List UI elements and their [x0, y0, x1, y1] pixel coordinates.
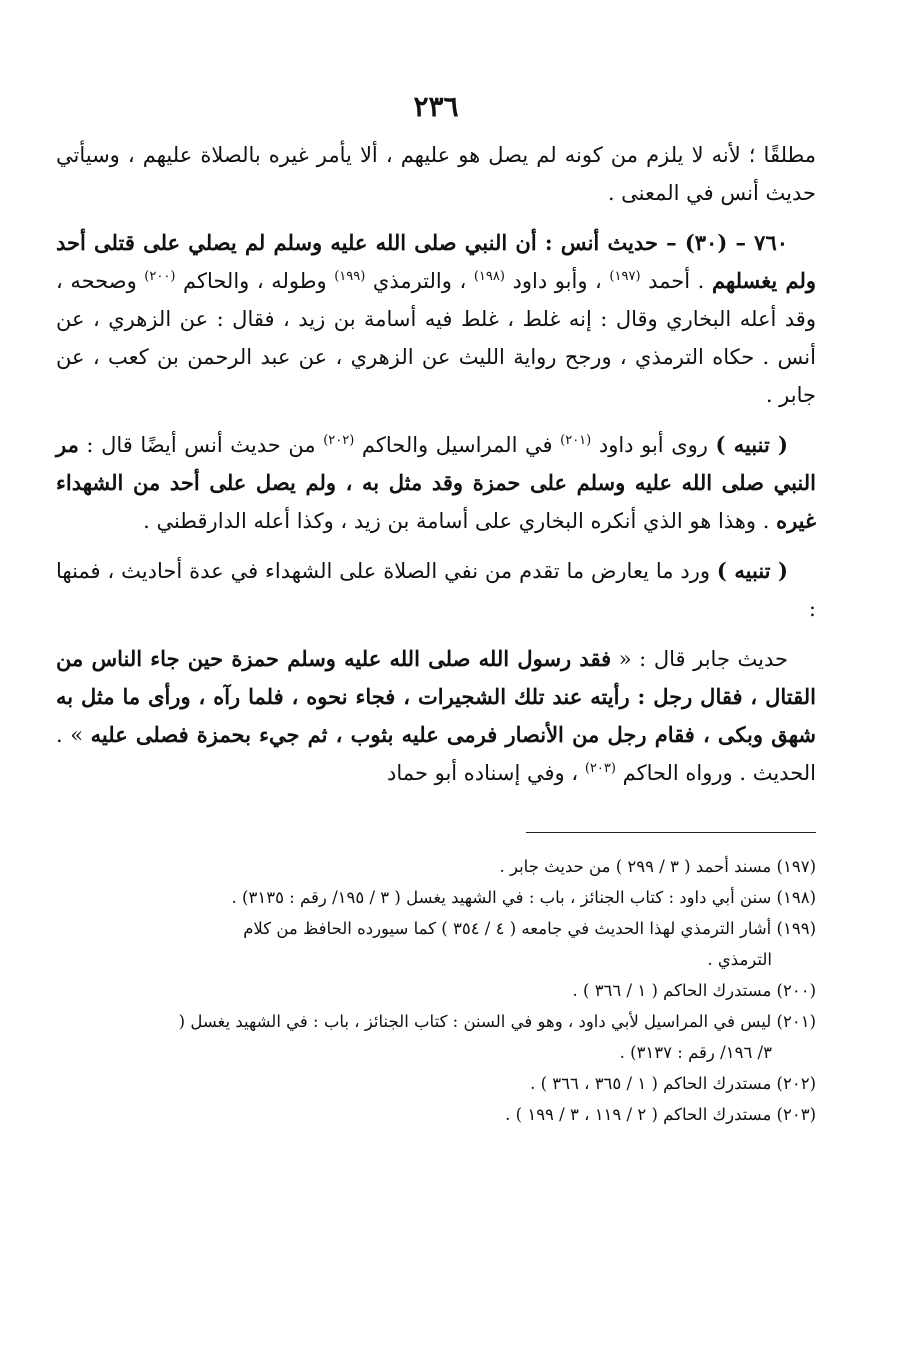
footnote-ref-197[interactable]: (١٩٧) [609, 269, 641, 284]
hadith-heading: ٧٦٠ – (٣٠) – حديث أنس : [536, 230, 789, 255]
footnote-continuation: ٣/ ١٩٦/ رقم : ٣١٣٧) . [619, 1043, 772, 1062]
text-run: في المراسيل والحاكم [354, 433, 561, 457]
footnote-continuation: الترمذي . [707, 950, 772, 969]
footnote-200 [56, 975, 816, 1006]
footnotes [56, 851, 816, 1130]
text-run: ، والترمذي [365, 269, 474, 293]
tanbih-label: ( تنبيه ) [715, 432, 788, 457]
paragraph-jabir [56, 640, 816, 792]
footnote-text: (١٩٨) سنن أبي داود : كتاب الجنائز ، باب : في الشهيد يغسل ( ٣ / ١٩٥/ رقم : ٣١٣٥) . [231, 888, 816, 907]
paragraph-1: مطلقًا ؛ لأنه لا يلزم من كونه لم يصل هو عليهم ، ألا يأمر غيره بالصلاة عليهم ، وسيأتي حديث أنس في المعنى . [56, 143, 816, 205]
footnote-ref-201[interactable]: (٢٠١) [560, 433, 592, 448]
text-run: . وهذا هو الذي أنكره البخاري على أسامة بن زيد ، وكذا أعله الدارقطني . [143, 509, 777, 533]
text-run: روى أبو داود [591, 433, 716, 457]
footnote-197 [56, 851, 816, 882]
tanbih-label: ( تنبيه ) [716, 558, 788, 583]
footnote-text: (٢٠٣) مستدرك الحاكم ( ٢ / ١١٩ ، ٣ / ١٩٩ ) . [505, 1105, 816, 1124]
text-run: ورد ما يعارض ما تقدم من نفي الصلاة على الشهداء في عدة أحاديث ، فمنها : [56, 559, 816, 621]
paragraph-tanbih-2 [56, 552, 816, 628]
footnote-199 [56, 913, 816, 975]
footnote-ref-200[interactable]: (٢٠٠) [144, 269, 176, 284]
text-run: وصححه ، وقد أعله البخاري وقال : إنه غلط ، غلط فيه أسامة بن زيد ، فقال : عن الزهري ، عن أنس . حكاه الترمذي ، ورجح رواية الليث عن الزهري ، عن عبد الرحمن بن كعب ، عن جابر . [56, 269, 816, 407]
hadith-text: أن النبي صلى الله عليه وسلم لم يصلي على قتلى أحد ولم يغسلهم [56, 230, 816, 293]
text-run: وطوله ، والحاكم [175, 269, 335, 293]
page-number: ٢٣٦ [413, 90, 459, 123]
text-run: من حديث أنس أيضًا قال : [78, 433, 324, 457]
footnote-201 [56, 1006, 816, 1068]
text-run: . أحمد [640, 269, 712, 293]
footnote-ref-198[interactable]: (١٩٨) [473, 269, 505, 284]
text-run: ، وأبو داود [504, 269, 610, 293]
text-run: » . الحديث . ورواه الحاكم [56, 723, 816, 785]
text-run: حديث جابر قال : « [611, 647, 788, 671]
footnote-ref-202[interactable]: (٢٠٢) [323, 433, 355, 448]
footnote-text: (١٩٩) أشار الترمذي لهذا الحديث في جامعه ( ٤ / ٣٥٤ ) كما سيورده الحافظ من كلام [243, 919, 816, 938]
footnote-text: (٢٠١) ليس في المراسيل لأبي داود ، وهو في السنن : كتاب الجنائز ، باب : في الشهيد يغسل ( [178, 1012, 816, 1031]
footnote-text: (٢٠٢) مستدرك الحاكم ( ١ / ٣٦٥ ، ٣٦٦ ) . [530, 1074, 816, 1093]
hadith-text: فقد رسول الله صلى الله عليه وسلم حمزة حين جاء الناس من القتال ، فقال رجل : رأيته عند تلك الشجيرات ، فجاء نحوه ، فلما رآه ، ورأى ما مثل به شهق وبكى ، فقام رجل من الأنصار فرمى عليه بثوب ، ثم جيء بحمزة فصلى عليه [56, 646, 816, 747]
text-run: ، وفي إسناده أبو حماد [387, 761, 585, 785]
footnote-203 [56, 1099, 816, 1130]
footnote-202 [56, 1068, 816, 1099]
footnote-198 [56, 882, 816, 913]
footnote-ref-199[interactable]: (١٩٩) [334, 269, 366, 284]
footnote-text: (١٩٧) مسند أحمد ( ٣ / ٢٩٩ ) من حديث جابر . [499, 857, 816, 876]
hadith-text: مر النبي صلى الله عليه وسلم على حمزة وقد مثل به ، ولم يصل على أحد من الشهداء غيره [56, 432, 816, 533]
footnote-text: (٢٠٠) مستدرك الحاكم ( ١ / ٣٦٦ ) . [572, 981, 816, 1000]
main-text [56, 136, 816, 792]
footnote-ref-203[interactable]: (٢٠٣) [584, 761, 616, 776]
paragraph-tanbih-1 [56, 426, 816, 540]
footnote-divider [526, 832, 816, 833]
paragraph-hadith-760 [56, 224, 816, 414]
